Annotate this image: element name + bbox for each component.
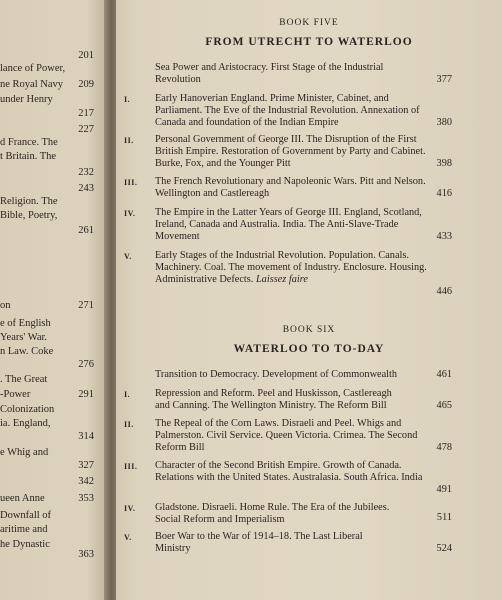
left-page-line: he Dynastic bbox=[0, 539, 50, 550]
entry-text: Early Hanoverian England. Prime Minister, Cabinet, and Parliament. The Eve of the Industrial Revolution. Annexation of Canada and foundation of the Indian Empire bbox=[155, 93, 420, 129]
entry-page: 398 bbox=[436, 158, 452, 169]
left-page-line: e of English bbox=[0, 318, 51, 329]
entry-text: The Empire in the Latter Years of George III. England, Scotland, Ireland, Canada and Australia. India. The Anti-Slave-Trade Movement bbox=[155, 207, 422, 243]
entry-text: The French Revolutionary and Napoleonic Wars. Pitt and Nelson. Wellington and Castlereagh bbox=[155, 176, 426, 200]
left-page-number: 342 bbox=[78, 476, 94, 487]
book-six-title: WATERLOO TO TO-DAY bbox=[233, 343, 385, 355]
chapter-numeral: V. bbox=[124, 533, 132, 542]
left-page-number: 276 bbox=[78, 359, 94, 370]
left-page-number: 261 bbox=[78, 225, 94, 236]
left-page-line: n Law. Coke bbox=[0, 346, 54, 357]
entry-page: 465 bbox=[436, 400, 452, 411]
entry-page: 446 bbox=[436, 286, 452, 297]
left-page-line: Religion. The bbox=[0, 196, 58, 207]
entry-page: 524 bbox=[436, 543, 452, 554]
entry-page: 491 bbox=[436, 484, 452, 495]
chapter-numeral: III. bbox=[124, 462, 138, 471]
entry-page: 380 bbox=[436, 117, 452, 128]
entry-page: 433 bbox=[436, 231, 452, 242]
entry-text: Personal Government of George III. The Disruption of the First British Empire. Restoration of Government by Party and Cabinet. Burke, Fox, and the Younger Pitt bbox=[155, 134, 426, 170]
chapter-numeral: V. bbox=[124, 252, 132, 261]
book-six-label: BOOK SIX bbox=[282, 325, 336, 335]
chapter-numeral: IV. bbox=[124, 209, 136, 218]
left-page-number: 201 bbox=[78, 50, 94, 61]
left-page-line: Colonization bbox=[0, 404, 55, 415]
left-page-number: 314 bbox=[78, 431, 94, 442]
left-page-line: lance of Power, bbox=[0, 63, 66, 74]
entry-text-main: Early Stages of the Industrial Revolution. Population. Canals. Machinery. Coal. The movement of Industry. Enclosure. Housing. Administrative Defects. bbox=[155, 250, 427, 286]
entry-page: 461 bbox=[436, 369, 452, 380]
left-page-line: ueen Anne bbox=[0, 493, 45, 504]
left-page-number: 232 bbox=[78, 167, 94, 178]
left-page-line: on bbox=[0, 300, 11, 311]
entry-text bbox=[155, 250, 438, 287]
left-page-line: under Henry bbox=[0, 94, 53, 105]
left-page-line: . The Great bbox=[0, 374, 48, 385]
entry-page: 511 bbox=[436, 512, 452, 523]
chapter-numeral: I. bbox=[124, 95, 131, 104]
book-five-title: FROM UTRECHT TO WATERLOO bbox=[205, 36, 413, 48]
left-page-number: 227 bbox=[78, 124, 94, 135]
left-page-number: 363 bbox=[78, 549, 94, 560]
chapter-numeral: III. bbox=[124, 178, 138, 187]
left-page-line: Bible, Poetry, bbox=[0, 210, 58, 221]
left-page-number: 209 bbox=[78, 79, 94, 90]
entry-page: 377 bbox=[436, 74, 452, 85]
right-page bbox=[116, 0, 502, 600]
chapter-numeral: I. bbox=[124, 390, 131, 399]
entry-text: Sea Power and Aristocracy. First Stage of the Industrial Revolution bbox=[155, 62, 384, 86]
left-page-number: 353 bbox=[78, 493, 94, 504]
left-page-number: 327 bbox=[78, 460, 94, 471]
left-page-line: e Whig and bbox=[0, 447, 49, 458]
left-page-number: 217 bbox=[78, 108, 94, 119]
chapter-numeral: IV. bbox=[124, 504, 136, 513]
left-page-number: 271 bbox=[78, 300, 94, 311]
left-page-line: aritime and bbox=[0, 524, 48, 535]
book-five-label: BOOK FIVE bbox=[279, 18, 339, 28]
entry-text: Transition to Democracy. Development of Commonwealth bbox=[155, 369, 398, 380]
entry-page: 478 bbox=[436, 442, 452, 453]
entry-text: Gladstone. Disraeli. Home Rule. The Era of the Jubilees. Social Reform and Imperialism bbox=[155, 502, 390, 526]
entry-page: 416 bbox=[436, 188, 452, 199]
left-page-line: d France. The bbox=[0, 137, 58, 148]
left-page-number: 291 bbox=[78, 389, 94, 400]
left-page-line: t Britain. The bbox=[0, 151, 57, 162]
left-page bbox=[0, 0, 108, 600]
chapter-numeral: II. bbox=[124, 420, 134, 429]
left-page-line: ia. England, bbox=[0, 418, 51, 429]
entry-text: Repression and Reform. Peel and Huskisson, Castlereagh and Canning. The Wellington Ministry. The Reform Bill bbox=[155, 388, 392, 412]
entry-text: Boer War to the War of 1914–18. The Last Liberal Ministry bbox=[155, 531, 363, 555]
left-page-line: Years' War. bbox=[0, 332, 48, 343]
entry-text: Character of the Second British Empire. Growth of Canada. Relations with the United States. Australasia. South Africa. India bbox=[155, 460, 423, 484]
left-page-line: Downfall of bbox=[0, 510, 52, 521]
left-page-line: -Power bbox=[0, 389, 31, 400]
entry-text: The Repeal of the Corn Laws. Disraeli and Peel. Whigs and Palmerston. Civil Service. Queen Victoria. Crimea. The Second Reform Bill bbox=[155, 418, 418, 454]
left-page-number: 243 bbox=[78, 183, 94, 194]
left-page-line: ne Royal Navy bbox=[0, 79, 63, 90]
chapter-numeral: II. bbox=[124, 136, 134, 145]
entry-text-italic: Laissez faire bbox=[255, 274, 308, 286]
